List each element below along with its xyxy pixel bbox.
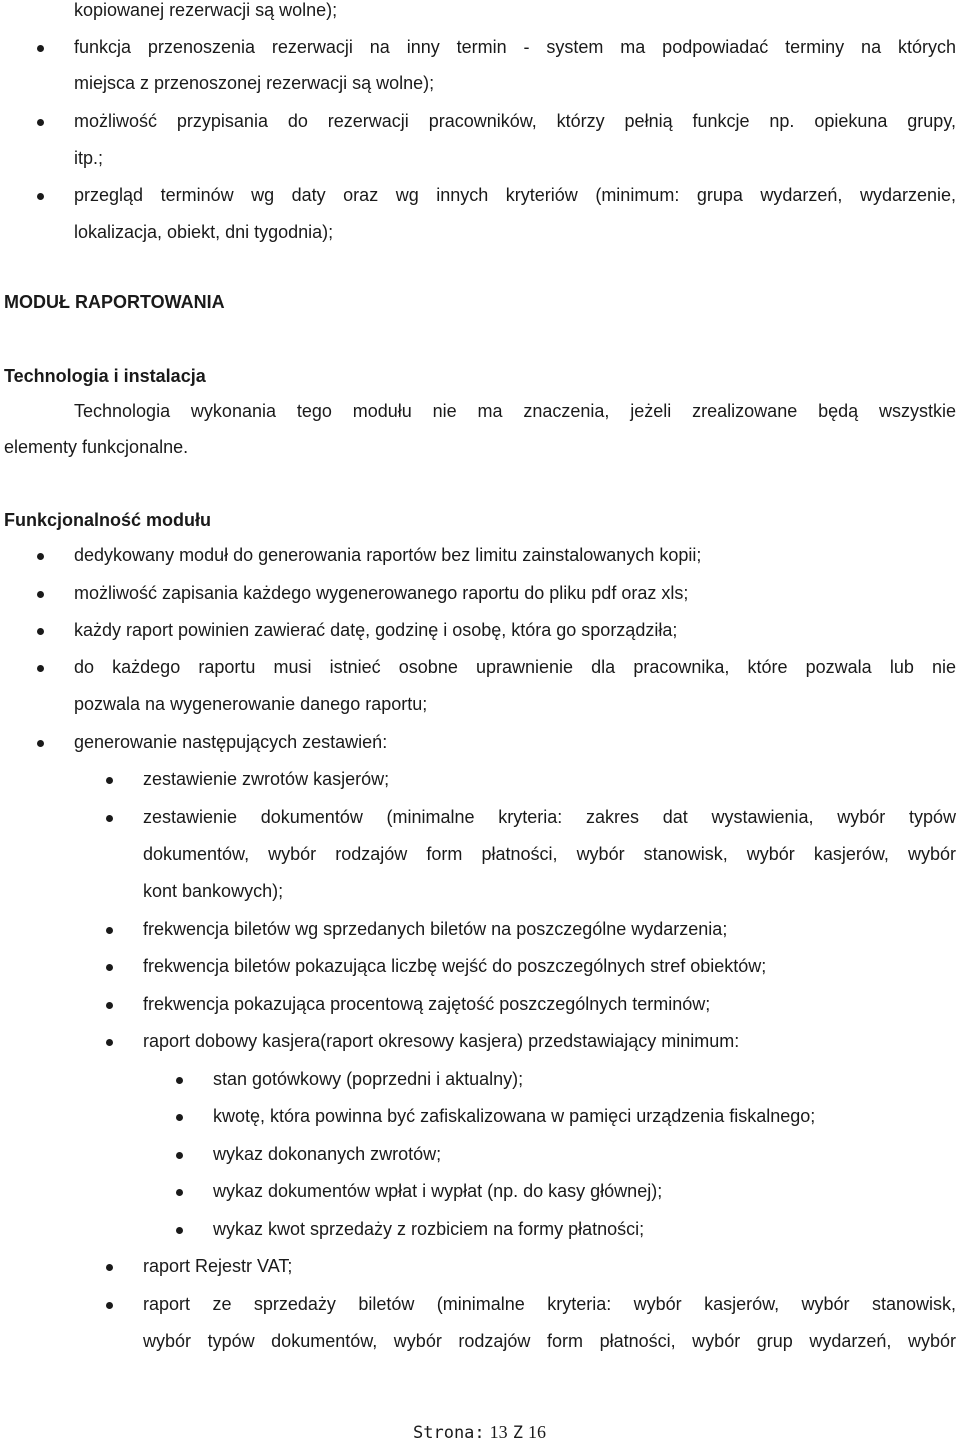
bullet-icon	[106, 1302, 113, 1309]
footer-separator: Z	[512, 1423, 523, 1443]
bullet-icon	[37, 193, 44, 200]
report-item-8-line-1: raport ze sprzedaży biletów (minimalne kryteria: wybór kasjerów, wybór stanowisk,	[143, 1294, 956, 1314]
intro-item-2-line-2: itp.;	[74, 148, 104, 168]
bullet-icon	[106, 1039, 113, 1046]
bullet-icon	[176, 1152, 183, 1159]
page-footer	[413, 1421, 546, 1444]
intro-item-2-line-1: możliwość przypisania do rezerwacji pracowników, którzy pełnią funkcje np. opiekuna grupy,	[74, 111, 956, 131]
intro-item-3-line-1: przegląd terminów wg daty oraz wg innych kryteriów (minimum: grupa wydarzeń, wydarzenie,	[74, 185, 956, 205]
bullet-icon	[106, 815, 113, 822]
functionality-item-4-line-2: pozwala na wygenerowanie danego raportu;	[74, 694, 428, 714]
functionality-item-5: generowanie następujących zestawień:	[74, 732, 388, 752]
report-item-4: frekwencja biletów pokazująca liczbę wejść do poszczególnych stref obiektów;	[143, 956, 767, 976]
bullet-icon	[37, 740, 44, 747]
functionality-item-2: możliwość zapisania każdego wygenerowanego raportu do pliku pdf oraz xls;	[74, 583, 689, 603]
technology-paragraph-line-1: Technologia wykonania tego modułu nie ma znaczenia, jeżeli zrealizowane będą wszystkie	[74, 401, 956, 421]
bullet-icon	[37, 119, 44, 126]
daily-report-item-5: wykaz kwot sprzedaży z rozbiciem na formy płatności;	[213, 1219, 645, 1239]
bullet-icon	[37, 45, 44, 52]
technology-paragraph-line-2: elementy funkcjonalne.	[4, 437, 189, 457]
functionality-heading: Funkcjonalność modułu	[4, 510, 212, 530]
footer-label: Strona:	[413, 1423, 485, 1443]
continuation-text: kopiowanej rezerwacji są wolne);	[74, 0, 338, 20]
report-item-6: raport dobowy kasjera(raport okresowy kasjera) przedstawiający minimum:	[143, 1031, 740, 1051]
report-item-2-line-2: dokumentów, wybór rodzajów form płatności, wybór stanowisk, wybór kasjerów, wybór	[143, 844, 956, 864]
report-item-2-line-3: kont bankowych);	[143, 881, 284, 901]
report-item-1: zestawienie zwrotów kasjerów;	[143, 769, 390, 789]
functionality-item-4-line-1: do każdego raportu musi istnieć osobne uprawnienie dla pracownika, które pozwala lub nie	[74, 657, 956, 677]
intro-item-1-line-2: miejsca z przenoszonej rezerwacji są wolne);	[74, 73, 435, 93]
daily-report-item-1: stan gotówkowy (poprzedni i aktualny);	[213, 1069, 524, 1089]
intro-item-3-line-2: lokalizacja, obiekt, dni tygodnia);	[74, 222, 334, 242]
footer-current-page: 13	[489, 1422, 508, 1442]
report-item-8-line-2: wybór typów dokumentów, wybór rodzajów form płatności, wybór grup wydarzeń, wybór	[143, 1331, 956, 1351]
bullet-icon	[37, 665, 44, 672]
bullet-icon	[106, 1002, 113, 1009]
report-item-7: raport Rejestr VAT;	[143, 1256, 293, 1276]
footer-total-pages: 16	[527, 1422, 546, 1442]
bullet-icon	[37, 591, 44, 598]
report-item-3: frekwencja biletów wg sprzedanych biletów na poszczególne wydarzenia;	[143, 919, 728, 939]
report-item-2-line-1: zestawienie dokumentów (minimalne kryteria: zakres dat wystawienia, wybór typów	[143, 807, 956, 827]
module-heading: MODUŁ RAPORTOWANIA	[4, 292, 225, 312]
bullet-icon	[106, 777, 113, 784]
daily-report-item-3: wykaz dokonanych zwrotów;	[213, 1144, 442, 1164]
functionality-item-3: każdy raport powinien zawierać datę, godzinę i osobę, która go sporządziła;	[74, 620, 678, 640]
daily-report-item-2: kwotę, która powinna być zafiskalizowana w pamięci urządzenia fiskalnego;	[213, 1106, 816, 1126]
bullet-icon	[37, 628, 44, 635]
bullet-icon	[176, 1077, 183, 1084]
bullet-icon	[176, 1189, 183, 1196]
bullet-icon	[176, 1227, 183, 1234]
functionality-item-1: dedykowany moduł do generowania raportów bez limitu zainstalowanych kopii;	[74, 545, 702, 565]
bullet-icon	[176, 1114, 183, 1121]
bullet-icon	[106, 964, 113, 971]
bullet-icon	[106, 1264, 113, 1271]
bullet-icon	[37, 553, 44, 560]
technology-heading: Technologia i instalacja	[4, 366, 206, 386]
report-item-5: frekwencja pokazująca procentową zajętość poszczególnych terminów;	[143, 994, 711, 1014]
bullet-icon	[106, 927, 113, 934]
intro-item-1-line-1: funkcja przenoszenia rezerwacji na inny termin - system ma podpowiadać terminy na których	[74, 37, 956, 57]
daily-report-item-4: wykaz dokumentów wpłat i wypłat (np. do kasy głównej);	[213, 1181, 663, 1201]
